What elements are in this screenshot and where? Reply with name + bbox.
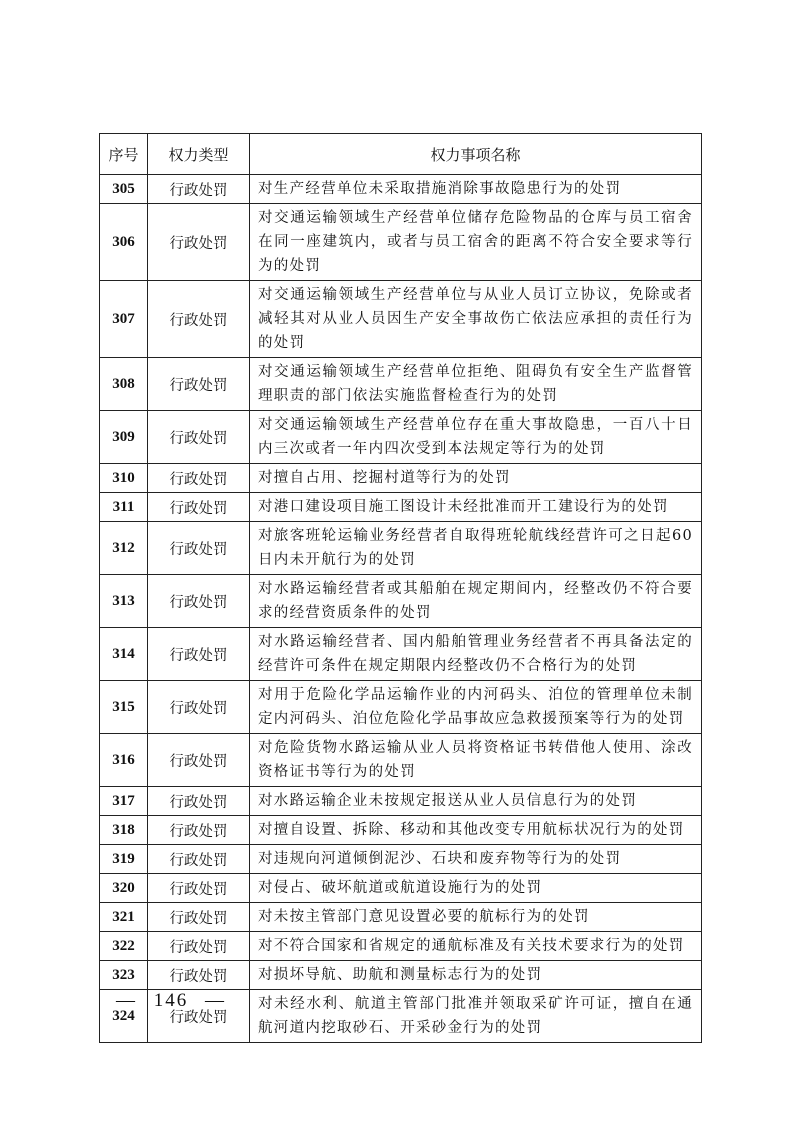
table-row	[100, 845, 702, 874]
row-number: 323	[100, 961, 148, 990]
row-number: 307	[100, 281, 148, 358]
table-row	[100, 787, 702, 816]
table-row	[100, 734, 702, 787]
row-power-type: 行政处罚	[148, 281, 250, 358]
row-item-name: 对用于危险化学品运输作业的内河码头、泊位的管理单位未制定内河码头、泊位危险化学品事故应急救援预案等行为的处罚	[250, 681, 702, 734]
powers-table	[99, 133, 702, 1043]
row-number: 305	[100, 175, 148, 204]
table-row	[100, 932, 702, 961]
table-row	[100, 628, 702, 681]
row-item-name: 对危险货物水路运输从业人员将资格证书转借他人使用、涂改资格证书等行为的处罚	[250, 734, 702, 787]
table-row	[100, 175, 702, 204]
row-item-name: 对未按主管部门意见设置必要的航标行为的处罚	[250, 903, 702, 932]
row-power-type: 行政处罚	[148, 903, 250, 932]
page-number: 146	[153, 990, 189, 1011]
row-power-type: 行政处罚	[148, 411, 250, 464]
row-item-name: 对交通运输领域生产经营单位拒绝、阻碍负有安全生产监督管理职责的部门依法实施监督检查行为的处罚	[250, 358, 702, 411]
row-power-type: 行政处罚	[148, 575, 250, 628]
footer-dash-right: —	[205, 990, 226, 1011]
header-item-name: 权力事项名称	[250, 134, 702, 175]
row-number: 319	[100, 845, 148, 874]
row-power-type: 行政处罚	[148, 493, 250, 522]
row-item-name: 对交通运输领域生产经营单位与从业人员订立协议，免除或者减轻其对从业人员因生产安全事故伤亡依法应承担的责任行为的处罚	[250, 281, 702, 358]
row-power-type: 行政处罚	[148, 175, 250, 204]
row-item-name: 对港口建设项目施工图设计未经批准而开工建设行为的处罚	[250, 493, 702, 522]
row-power-type: 行政处罚	[148, 874, 250, 903]
table-row	[100, 464, 702, 493]
row-number: 315	[100, 681, 148, 734]
header-power-type: 权力类型	[148, 134, 250, 175]
row-number: 312	[100, 522, 148, 575]
row-power-type: 行政处罚	[148, 464, 250, 493]
row-item-name: 对交通运输领域生产经营单位储存危险物品的仓库与员工宿舍在同一座建筑内，或者与员工宿舍的距离不符合安全要求等行为的处罚	[250, 204, 702, 281]
row-number: 306	[100, 204, 148, 281]
table-row	[100, 575, 702, 628]
row-item-name: 对不符合国家和省规定的通航标准及有关技术要求行为的处罚	[250, 932, 702, 961]
row-power-type: 行政处罚	[148, 204, 250, 281]
table-row	[100, 681, 702, 734]
table-row	[100, 874, 702, 903]
row-number: 310	[100, 464, 148, 493]
row-item-name: 对生产经营单位未采取措施消除事故隐患行为的处罚	[250, 175, 702, 204]
row-power-type: 行政处罚	[148, 845, 250, 874]
row-item-name: 对侵占、破坏航道或航道设施行为的处罚	[250, 874, 702, 903]
row-power-type: 行政处罚	[148, 628, 250, 681]
row-item-name: 对违规向河道倾倒泥沙、石块和废弃物等行为的处罚	[250, 845, 702, 874]
powers-table-container	[99, 133, 701, 1043]
table-row	[100, 522, 702, 575]
row-power-type: 行政处罚	[148, 990, 250, 1043]
row-item-name: 对未经水利、航道主管部门批准并领取采矿许可证，擅自在通航河道内挖取砂石、开采砂金行为的处罚	[250, 990, 702, 1043]
row-power-type: 行政处罚	[148, 961, 250, 990]
header-seq: 序号	[100, 134, 148, 175]
table-row	[100, 281, 702, 358]
row-item-name: 对交通运输领域生产经营单位存在重大事故隐患，一百八十日内三次或者一年内四次受到本法规定等行为的处罚	[250, 411, 702, 464]
footer-dash-left: —	[116, 990, 137, 1011]
row-power-type: 行政处罚	[148, 734, 250, 787]
row-item-name: 对水路运输经营者或其船舶在规定期间内，经整改仍不符合要求的经营资质条件的处罚	[250, 575, 702, 628]
row-number: 313	[100, 575, 148, 628]
row-number: 317	[100, 787, 148, 816]
row-item-name: 对水路运输企业未按规定报送从业人员信息行为的处罚	[250, 787, 702, 816]
row-number: 314	[100, 628, 148, 681]
row-number: 322	[100, 932, 148, 961]
row-power-type: 行政处罚	[148, 787, 250, 816]
row-item-name: 对擅自占用、挖掘村道等行为的处罚	[250, 464, 702, 493]
row-item-name: 对擅自设置、拆除、移动和其他改变专用航标状况行为的处罚	[250, 816, 702, 845]
row-item-name: 对旅客班轮运输业务经营者自取得班轮航线经营许可之日起60日内未开航行为的处罚	[250, 522, 702, 575]
table-row	[100, 204, 702, 281]
row-number: 309	[100, 411, 148, 464]
table-header-row	[100, 134, 702, 175]
row-number: 308	[100, 358, 148, 411]
row-number: 320	[100, 874, 148, 903]
row-number: 324	[100, 990, 148, 1043]
row-power-type: 行政处罚	[148, 932, 250, 961]
row-power-type: 行政处罚	[148, 816, 250, 845]
row-power-type: 行政处罚	[148, 522, 250, 575]
page-footer	[116, 990, 226, 1012]
table-row	[100, 816, 702, 845]
row-number: 311	[100, 493, 148, 522]
table-row	[100, 903, 702, 932]
row-number: 321	[100, 903, 148, 932]
row-number: 318	[100, 816, 148, 845]
row-number: 316	[100, 734, 148, 787]
table-row	[100, 961, 702, 990]
row-item-name: 对损坏导航、助航和测量标志行为的处罚	[250, 961, 702, 990]
table-row	[100, 411, 702, 464]
table-row	[100, 358, 702, 411]
row-power-type: 行政处罚	[148, 681, 250, 734]
row-item-name: 对水路运输经营者、国内船舶管理业务经营者不再具备法定的经营许可条件在规定期限内经整改仍不合格行为的处罚	[250, 628, 702, 681]
row-power-type: 行政处罚	[148, 358, 250, 411]
table-row	[100, 493, 702, 522]
